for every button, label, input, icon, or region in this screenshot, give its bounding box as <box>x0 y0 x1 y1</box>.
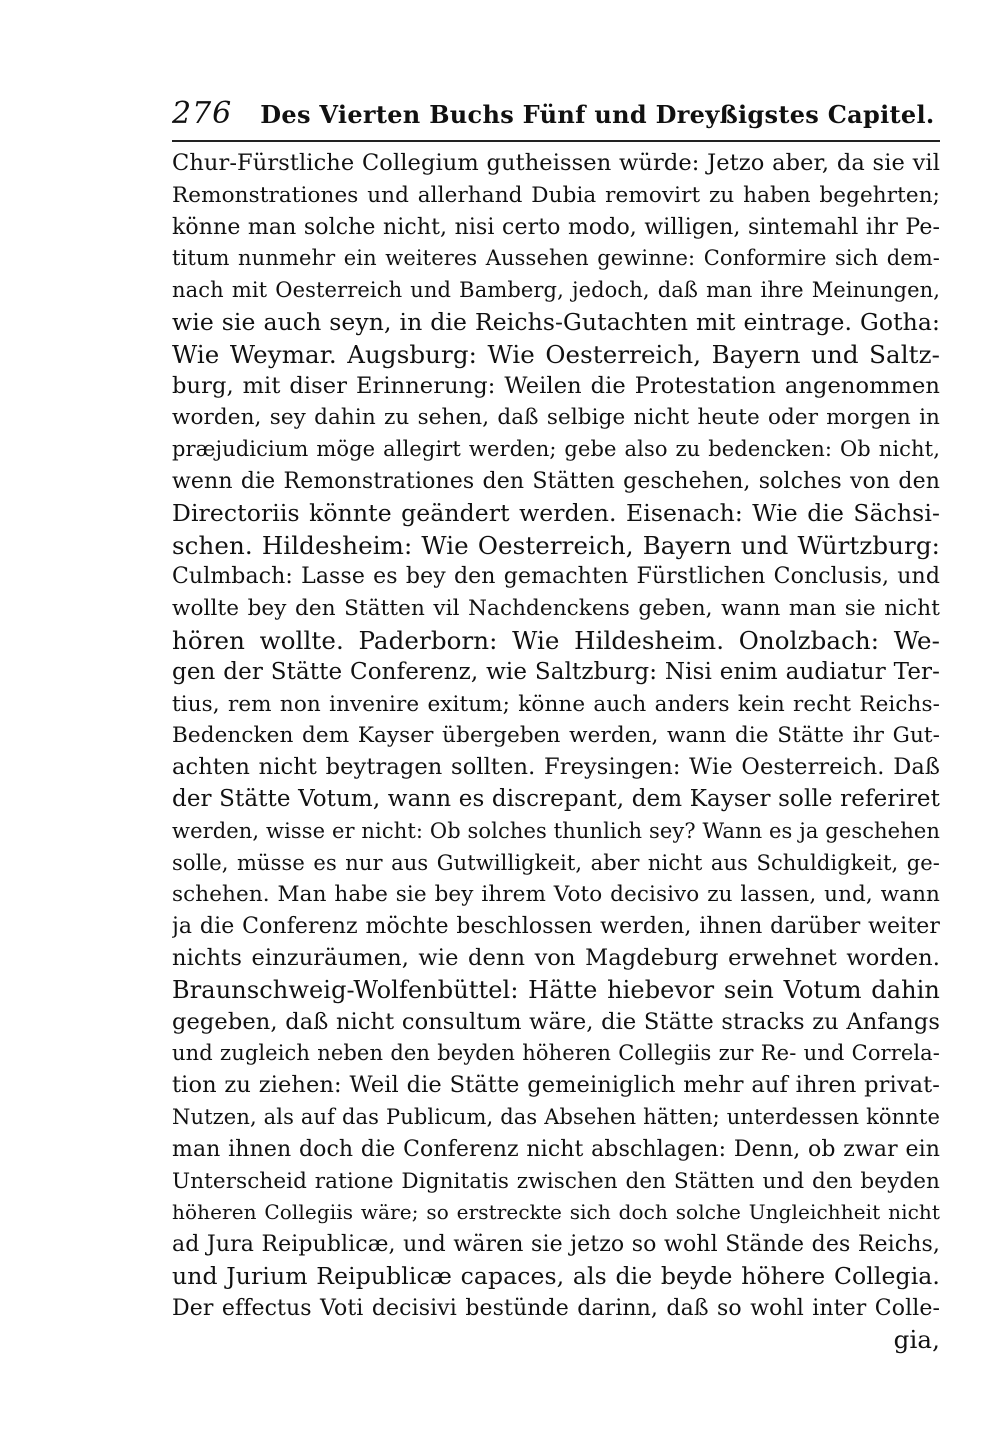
text-line: tion zu ziehen: Weil die Stätte gemeiniglich mehr auf ihren privat- <box>172 1072 940 1099</box>
text-line: worden, sey dahin zu sehen, daß selbige nicht heute oder morgen in <box>172 405 940 431</box>
text-line: Unterscheid ratione Dignitatis zwischen den Stätten und den beyden <box>172 1168 940 1194</box>
text-line: wie sie auch seyn, in die Reichs-Gutachten mit eintrage. Gotha: <box>172 307 940 336</box>
text-line: achten nicht beytragen sollten. Freysingen: Wie Oesterreich. Daß <box>172 754 940 781</box>
text-line: Chur-Fürstliche Collegium gutheissen würde: Jetzo aber, da sie vil <box>172 150 940 176</box>
text-line: Directoriis könnte geändert werden. Eisenach: Wie die Sächsi- <box>172 498 940 527</box>
text-line: werden, wisse er nicht: Ob solches thunlich sey? Wann es ja geschehen <box>172 818 940 843</box>
text-line: burg, mit diser Erinnerung: Weilen die Protestation angenommen <box>172 372 940 399</box>
text-line: schehen. Man habe sie bey ihrem Voto decisivo zu lassen, und, wann <box>172 882 940 908</box>
text-line: könne man solche nicht, nisi certo modo, willigen, sintemahl ihr Pe- <box>172 214 940 240</box>
text-line: der Stätte Votum, wann es discrepant, dem Kayser solle referiret <box>172 785 940 812</box>
text-line: gen der Stätte Conferenz, wie Saltzburg: Nisi enim audiatur Ter- <box>172 658 940 685</box>
text-line: tius, rem non invenire exitum; könne auch anders kein recht Reichs- <box>172 691 940 717</box>
page-number: 276 <box>172 96 233 131</box>
text-line: man ihnen doch die Conferenz nicht abschlagen: Denn, ob zwar ein <box>172 1136 940 1162</box>
text-line: Braunschweig-Wolfenbüttel: Hätte hiebevor sein Votum dahin <box>172 975 940 1004</box>
text-line: Wie Weymar. Augsburg: Wie Oesterreich, Bayern und Saltz- <box>172 339 940 369</box>
text-line: Der effectus Voti decisivi bestünde darinn, daß so wohl inter Colle- <box>172 1295 940 1321</box>
text-line: ad Jura Reipublicæ, und wären sie jetzo so wohl Stände des Reichs, <box>172 1232 940 1258</box>
text-line: præjudicium möge allegirt werden; gebe also zu bedencken: Ob nicht, <box>172 437 940 462</box>
text-line: solle, müsse es nur aus Gutwilligkeit, aber nicht aus Schuldigkeit, ge- <box>172 850 940 875</box>
text-line: Bedencken dem Kayser übergeben werden, wann die Stätte ihr Gut- <box>172 723 940 749</box>
text-line: hören wollte. Paderborn: Wie Hildesheim. Onolzbach: We- <box>172 625 940 655</box>
header-rule <box>172 140 940 142</box>
text-line: gegeben, daß nicht consultum wäre, die Stätte stracks zu Anfangs <box>172 1008 940 1035</box>
text-line: ja die Conferenz möchte beschlossen werden, ihnen darüber weiter <box>172 914 940 940</box>
text-line: nach mit Oesterreich und Bamberg, jedoch, daß man ihre Meinungen, <box>172 278 940 303</box>
text-line: Culmbach: Lasse es bey den gemachten Fürstlichen Conclusis, und <box>172 564 940 590</box>
text-line: Nutzen, als auf das Publicum, das Absehen hätten; unterdessen könnte <box>172 1104 940 1129</box>
text-line: wollte bey den Stätten vil Nachdenckens geben, wann man sie nicht <box>172 596 940 622</box>
text-line: höheren Collegiis wäre; so erstreckte sich doch solche Ungleichheit nicht <box>172 1200 940 1225</box>
text-line: titum nunmehr ein weiteres Aussehen gewinne: Conformire sich dem- <box>172 246 940 271</box>
text-line: und zugleich neben den beyden höheren Collegiis zur Re- und Correla- <box>172 1041 940 1066</box>
running-head: Des Vierten Buchs Fünf und Dreyßigstes Capitel. <box>260 100 935 129</box>
text-line: schen. Hildesheim: Wie Oesterreich, Bayern und Würtzburg: <box>172 530 940 560</box>
page-header <box>172 96 942 140</box>
text-line: wenn die Remonstrationes den Stätten geschehen, solches von den <box>172 468 940 494</box>
text-line: nichts einzuräumen, wie denn von Magdeburg erwehnet worden. <box>172 944 940 971</box>
text-line: und Jurium Reipublicæ capaces, als die beyde höhere Collegia. <box>172 1261 940 1290</box>
text-line: Remonstrationes und allerhand Dubia removirt zu haben begehrten; <box>172 182 940 208</box>
text-line: gia, <box>893 1325 940 1355</box>
body-text <box>172 148 940 1356</box>
